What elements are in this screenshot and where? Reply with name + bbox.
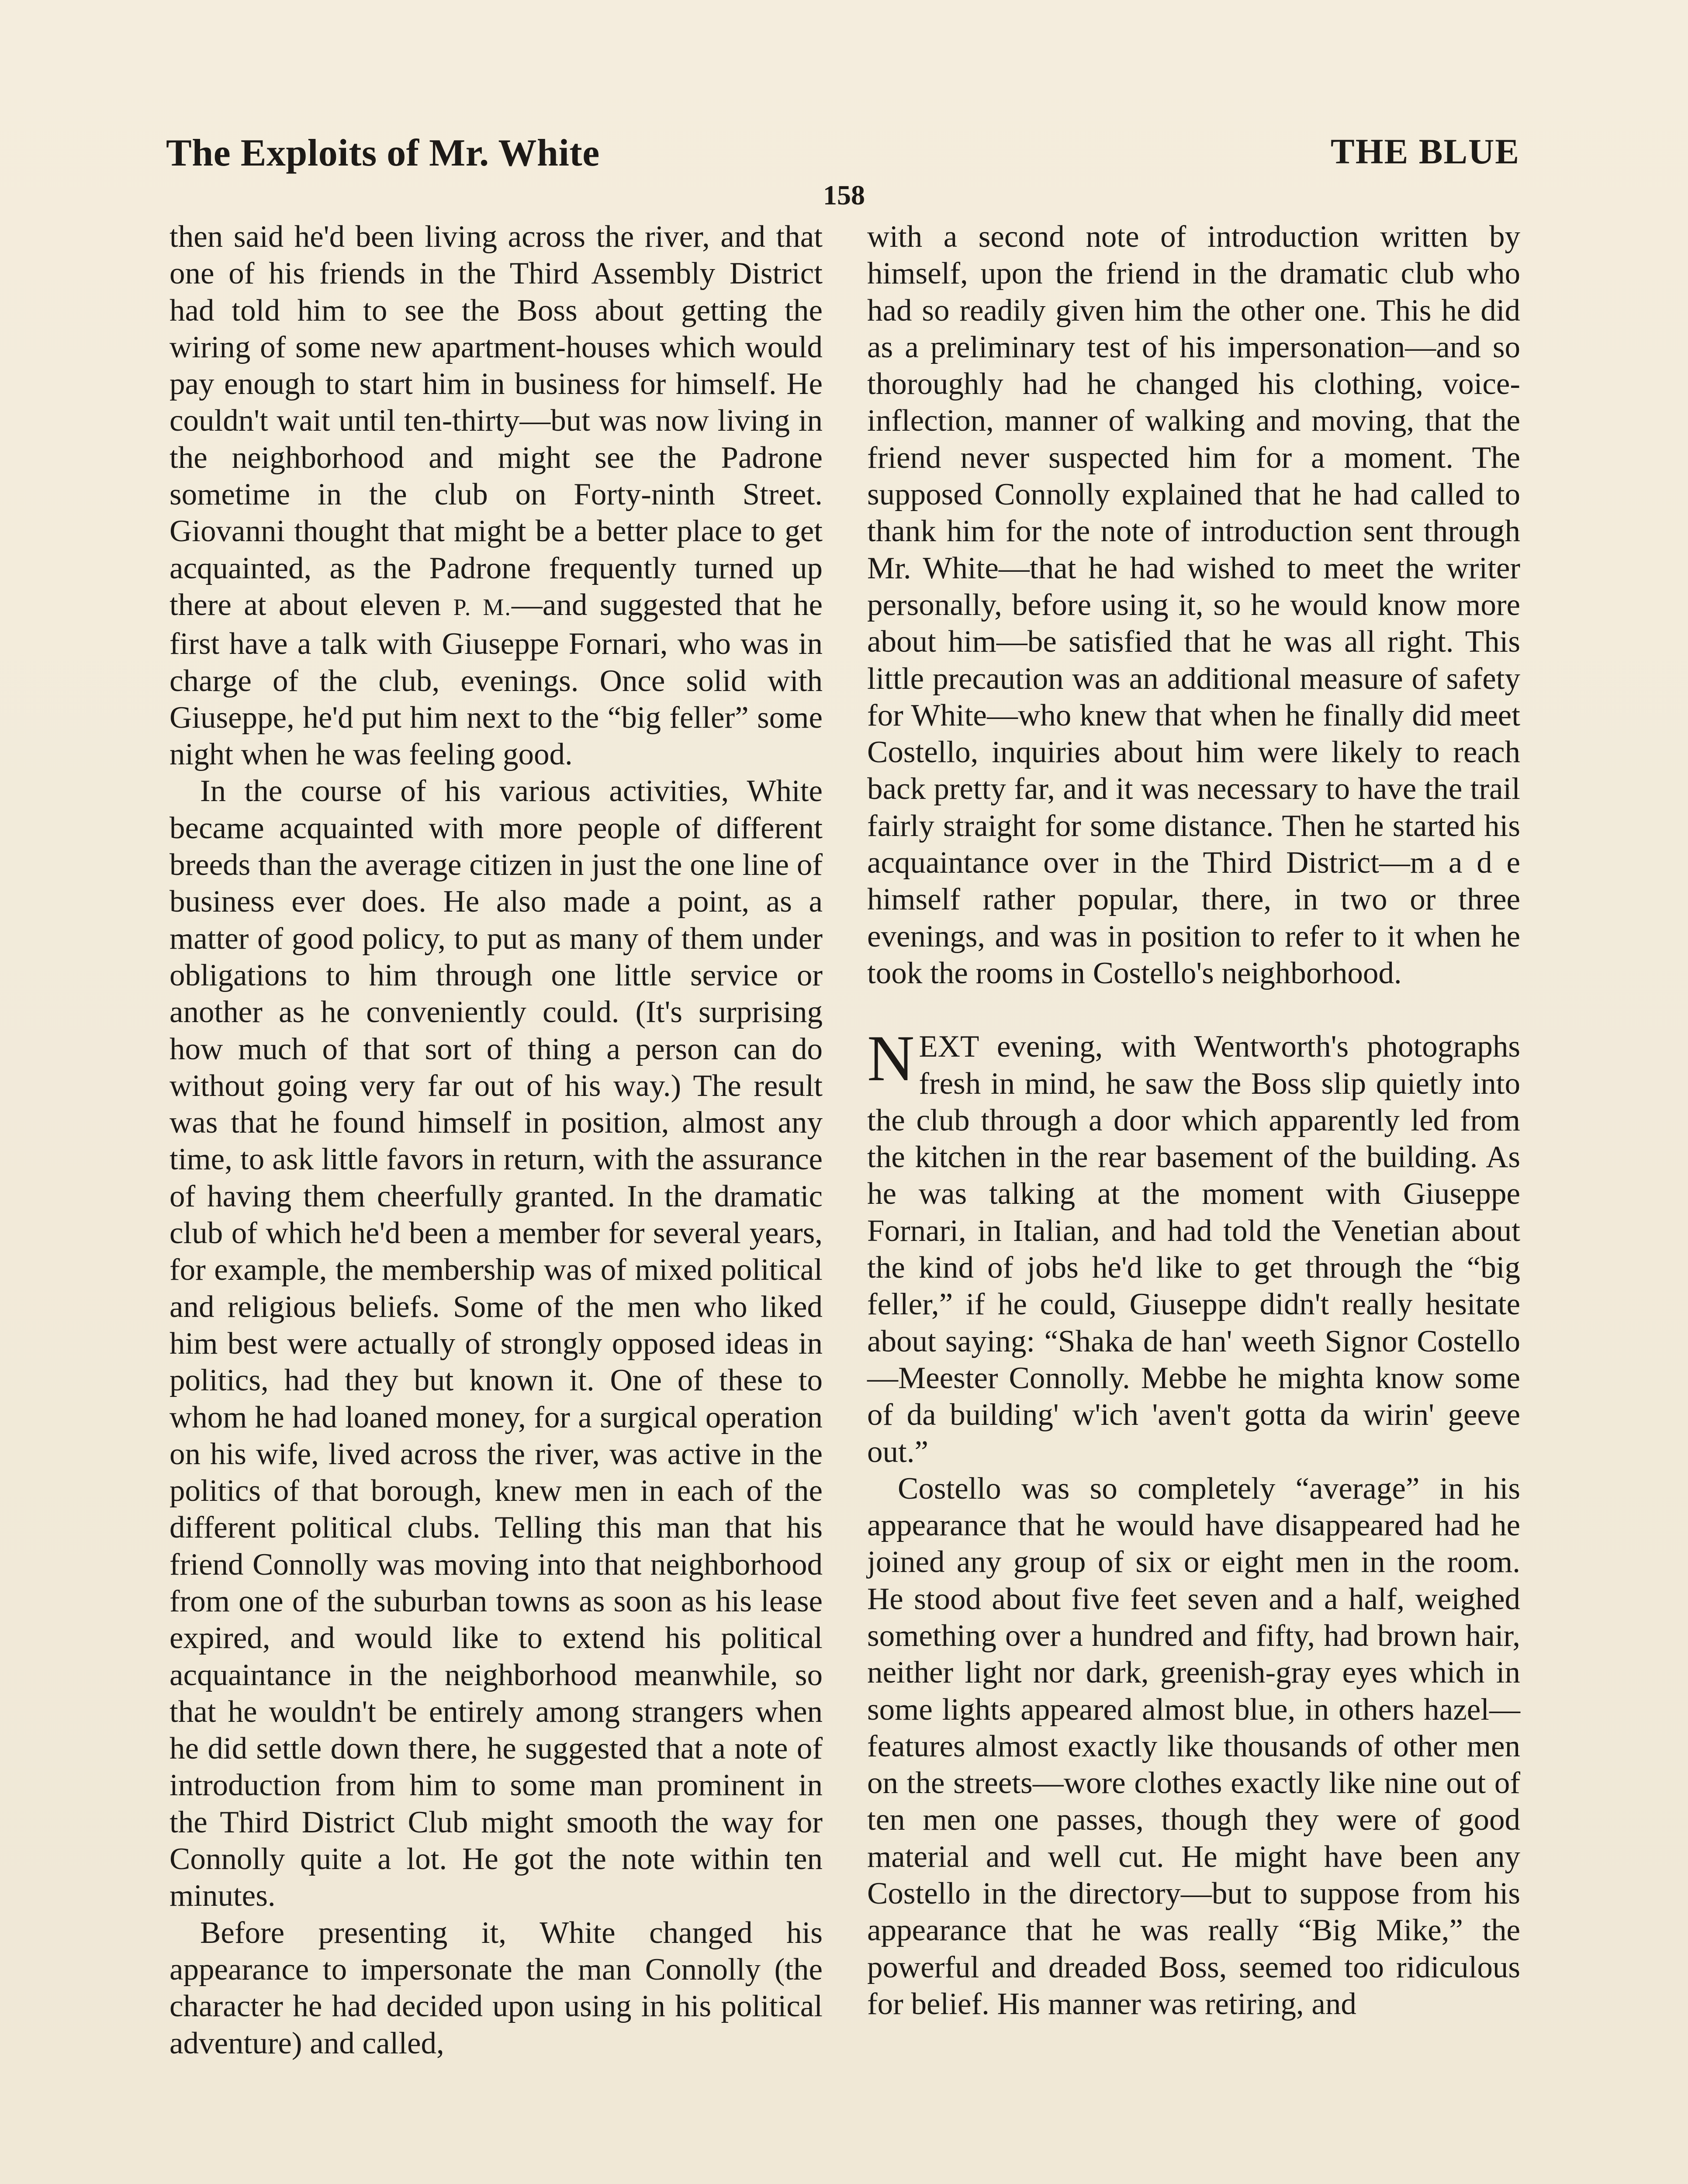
paragraph xyxy=(169,218,823,773)
right-column xyxy=(867,218,1520,2022)
paragraph-text: then said he'd been living across the river, and that one of his friends in the Third Assembly District had told him to see the Boss about getting the wiring of some new apartment-houses which would pay enough to start him in business for himself. He couldn't wait until ten-thirty—but was now living in the neighborhood and might see the Padrone sometime in the club on Forty-ninth Street. Giovanni thought that might be a better place to get acquainted, as the Padrone frequently turned up there at about eleven xyxy=(169,220,823,622)
paragraph-text: —and suggested that he first have a talk with Giuseppe Fornari, who was in charge of the club, evenings. Once solid with Giuseppe, he'd put him next to the “big feller” some night when he was feeling good. xyxy=(169,587,823,772)
paragraph: In the course of his various activities, White became acquainted with more people of different breeds than the average citizen in just the one line of business ever does. He also made a point, as a matter of good policy, to put as many of them under obligations to him through one little service or another as he conveniently could. (It's surprising how much of that sort of thing a person can do without going very far out of his way.) The result was that he found himself in position, almost any time, to ask little favors in return, with the assurance of having them cheerfully granted. In the dramatic club of which he'd been a member for several years, for example, the membership was of mixed political and religious beliefs. Some of the men who liked him best were actually of strongly opposed ideas in politics, had they but known it. One of these to whom he had loaned money, for a surgical operation on his wife, lived across the river, was active in the politics of that borough, knew men in each of the different political clubs. Telling this man that his friend Connolly was moving into that neighborhood from one of the suburban towns as soon as his lease expired, and would like to extend his political acquaintance in the neighborhood meanwhile, so that he wouldn't be entirely among strangers when he did settle down there, he suggested that a note of introduction from him to some man prominent in the Third District Club might smooth the way for Connolly quite a lot. He got the note within ten minutes. xyxy=(169,774,823,1913)
story-title: The Exploits of Mr. White xyxy=(166,132,600,174)
paragraph-text: EXT evening, with Wentworth's photographs fresh in mind, he saw the Boss slip quietly into the club through a door which apparently led from the kitchen in the rear basement of the building. As he was talking at the moment with Giuseppe Fornari, in Italian, and had told the Venetian about the kind of jobs he'd like to get through the “big feller,” if he could, Giuseppe didn't really hesitate about saying: “Shaka de han' weeth Signor Costello —Meester Connolly. Mebbe he mighta know some of da building' w'ich 'aven't gotta da wirin' geeve out.” xyxy=(867,1030,1520,1469)
paragraph: with a second note of introduction written by himself, upon the friend in the dramatic club who had so readily given him the other one. This he did as a preliminary test of his impersonation—and so thoroughly had he changed his clothing, voice-inflection, manner of walking and moving, that the friend never suspected him for a moment. The supposed Connolly explained that he had called to thank him for the note of introduction sent through Mr. White—that he had wished to meet the writer personally, before using it, so he would know more about him—be satisfied that he was all right. This little precaution was an additional measure of safety for White—who knew that when he finally did meet Costello, inquiries about him were likely to reach back pretty far, and it was necessary to have the trail fairly straight for some distance. Then he started his acquaintance over in the Third District—m a d e himself rather popular, there, in two or three evenings, and was in position to refer to it when he took the rooms in Costello's neighborhood. xyxy=(867,220,1520,990)
drop-cap: N xyxy=(867,1022,915,1095)
paragraph: Costello was so completely “average” in his appearance that he would have disappeared had he joined any group of six or eight men in the room. He stood about five feet seven and a half, weighed something over a hundred and fifty, had brown hair, neither light nor dark, greenish-gray eyes which in some lights appeared almost blue, in others hazel—features almost exactly like thousands of other men on the streets—wore clothes exactly like nine out of ten men one passes, though they were of good material and well cut. He might have been any Costello in the directory—but to suppose from his appearance that he was really “Big Mike,” the powerful and dreaded Boss, seemed too ridiculous for belief. His manner was retiring, and xyxy=(867,1471,1520,2021)
magazine-name: THE BLUE xyxy=(1331,131,1520,171)
section-paragraph xyxy=(867,1022,1520,1470)
left-column xyxy=(169,218,823,2062)
time-abbrev: P. M. xyxy=(453,594,512,620)
page-number: 158 xyxy=(823,180,865,211)
paragraph: Before presenting it, White changed his appearance to impersonate the man Connolly (the character he had decided upon using in his political adventure) and called, xyxy=(169,1915,823,2060)
